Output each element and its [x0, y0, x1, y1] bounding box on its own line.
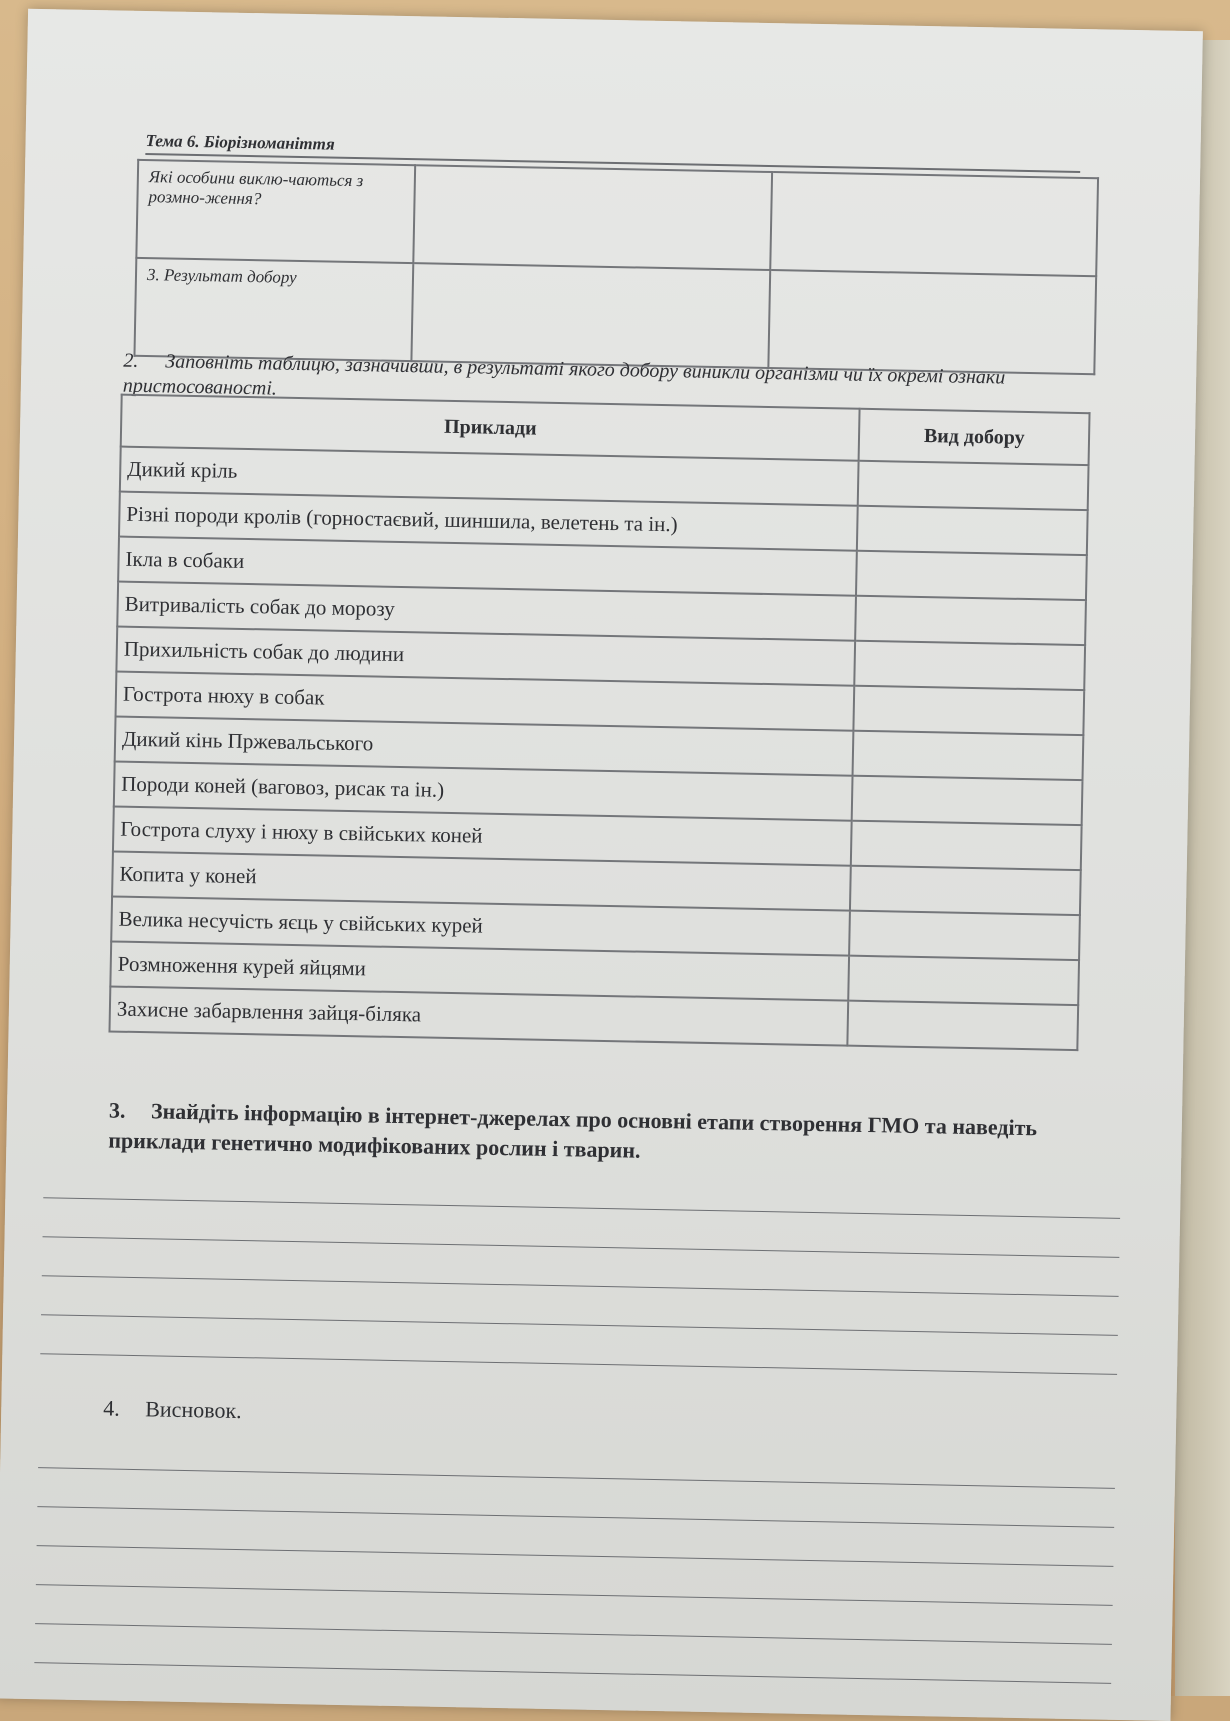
example-cell: Різні породи кролів (горностаєвий, шиншила, велетень та ін.) [119, 492, 858, 551]
example-cell: Дикий кінь Пржевальського [115, 717, 854, 776]
answer-cell[interactable] [768, 270, 1096, 374]
example-cell: Захисне забарвлення зайця-біляка [109, 986, 848, 1045]
column-header-examples: Приклади [121, 395, 860, 461]
example-cell: Розмноження курей яйцями [110, 941, 849, 1000]
example-cell: Прихильність собак до людини [116, 627, 855, 686]
column-header-selection: Вид добору [859, 409, 1090, 465]
top-table-label: Які особини виклю-чаються з розмно-ження? [136, 160, 415, 263]
answer-lines-task-4 [34, 1429, 1115, 1684]
example-cell: Копита у коней [112, 852, 851, 911]
example-cell: Велика несучість яєць у свійських курей [111, 896, 850, 955]
answer-cell[interactable] [854, 686, 1084, 735]
example-cell: Гострота нюху в собак [116, 672, 855, 731]
answer-cell[interactable] [850, 911, 1080, 960]
task-text: Знайдіть інформацію в інтернет-джерелах про основні етапи створення ГМО та наведіть приклади генетично модифікованих рослин і тварин. [108, 1098, 1038, 1163]
answer-cell[interactable] [849, 956, 1079, 1005]
top-table-label: 3. Результат добору [134, 258, 413, 361]
answer-cell[interactable] [858, 461, 1088, 510]
example-cell: Гострота слуху і нюху в свійських коней [113, 807, 852, 866]
answer-lines-task-3 [40, 1159, 1121, 1375]
answer-cell[interactable] [770, 172, 1098, 276]
examples-table [108, 394, 1090, 1052]
example-cell: Витривалість собак до морозу [117, 582, 856, 641]
task-number: 4. [103, 1395, 120, 1421]
table-row [136, 160, 1098, 276]
example-cell: Ікла в собаки [118, 537, 857, 596]
answer-cell[interactable] [850, 866, 1080, 915]
task-number: 2. [123, 349, 139, 372]
task-text: Висновок. [145, 1396, 242, 1424]
example-cell: Породи коней (ваговоз, рисак та ін.) [114, 762, 853, 821]
top-table [133, 159, 1099, 375]
answer-cell[interactable] [851, 821, 1081, 870]
answer-cell[interactable] [856, 596, 1086, 645]
answer-cell[interactable] [855, 641, 1085, 690]
task-4 [103, 1395, 242, 1423]
answer-cell[interactable] [856, 551, 1086, 600]
answer-cell[interactable] [857, 506, 1087, 555]
task-number: 3. [108, 1097, 126, 1123]
page-header-title: Тема 6. Біорізноманіття [145, 131, 335, 154]
workbook-page [0, 9, 1203, 1721]
answer-cell[interactable] [413, 165, 772, 270]
answer-cell[interactable] [848, 1001, 1078, 1050]
answer-cell[interactable] [853, 731, 1083, 780]
example-cell: Дикий кріль [120, 447, 859, 506]
answer-cell[interactable] [852, 776, 1082, 825]
task-text: Заповніть таблицю, зазначивши, в результаті якого добору виникли організми чи їх окремі ознаки пристосованості. [122, 350, 1006, 400]
answer-cell[interactable] [411, 263, 770, 368]
